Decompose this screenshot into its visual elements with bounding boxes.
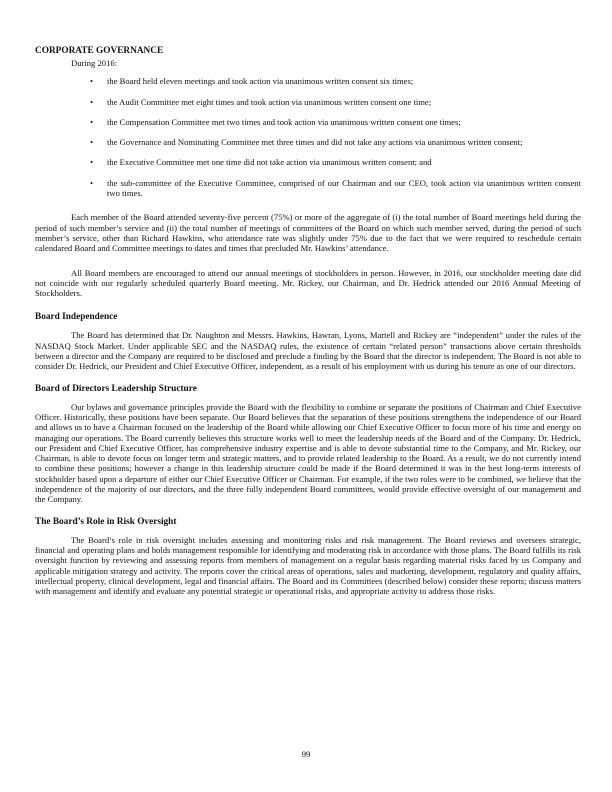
bullet-icon: • xyxy=(90,157,94,168)
bullet-item: • the Executive Committee met one time did not take action via unanimous written consent; and xyxy=(90,157,432,168)
bullet-item: • the sub-committee of the Executive Committee, comprised of our Chairman and our CEO, took action via unanimous written consent two times. xyxy=(90,177,581,199)
section-heading-risk-oversight: The Board’s Role in Risk Oversight xyxy=(35,516,177,527)
attendance-paragraph: Each member of the Board attended seventy-five percent (75%) or more of the aggregate of (i) the total number of Board meetings held during the period of such member’s service and (ii) the total number of meetings of committees of the Board on which such member served, during the period of such member’s service, other than Richard Hawkins, who attendance rate was slightly under 75% due to the fact that we were required to reschedule certain calendared Board and Committee meetings to dates and times that precluded Mr. Hawkins’ attendance. xyxy=(35,212,581,254)
risk-paragraph: The Board’s role in risk oversight includes assessing and monitoring risks and risk management. The Board reviews and oversees strategic, financial and operating plans and holds management responsible for identifying and moderating risk in accordance with those plans. The Board fulfills its risk oversight function by reviewing and assessing reports from members of management on a regular basis regarding material risks faced by us Company and applicable mitigation strategy and activity. The reports cover the critical areas of operations, sales and marketing, development, regulatory and quality affairs, intellectual property, clinical development, legal and financial affairs. The Board and its Committees (described below) consider these reports; discuss matters with management and identify and evaluate any potential strategic or operational risks, and appropriate activity to address those risks. xyxy=(35,534,581,597)
section-heading-leadership-structure: Board of Directors Leadership Structure xyxy=(35,383,197,394)
section-heading-board-independence: Board Independence xyxy=(35,312,118,323)
bullet-icon: • xyxy=(90,137,94,148)
bullet-item: • the Audit Committee met eight times and took action via unanimous written consent one time; xyxy=(90,96,432,107)
annual-meeting-paragraph: All Board members are encouraged to attend our annual meetings of stockholders in person. However, in 2016, our stockholder meeting date did not coincide with our regularly scheduled quarterly Board meeting. Mr. Rickey, our Chairman, and Dr. Hedrick attended our 2016 Annual Meeting of Stockholders. xyxy=(35,267,581,299)
bullet-item: • the Board held eleven meetings and took action via unanimous written consent six times; xyxy=(90,76,414,87)
independence-paragraph: The Board has determined that Dr. Naughton and Messrs. Hawkins, Hawran, Lyons, Martell and Rickey are “independent” under the rules of the NASDAQ Stock Market. Under applicable SEC and the NASDAQ rules, the existence of certain “related person” transactions above certain thresholds between a director and the Company are required to be disclosed and preclude a finding by the Board that the director is independent. The Board is not able to consider Dr. Hedrick, our President and Chief Executive Officer, independent, as a result of his employment with us during his tenure as one of our directors. xyxy=(35,330,581,372)
bullet-icon: • xyxy=(90,96,94,107)
bullet-icon: • xyxy=(90,116,94,127)
bullet-item: • the Governance and Nominating Committee met three times and did not take any actions via unanimous written consent; xyxy=(90,137,523,148)
intro-text: During 2016: xyxy=(71,58,118,68)
page-number: 99 xyxy=(301,749,311,759)
bullet-icon: • xyxy=(90,76,94,87)
bullet-icon: • xyxy=(90,177,94,188)
document-page xyxy=(35,46,581,596)
bullet-item: • the Compensation Committee met two times and took action via unanimous written consent one times; xyxy=(90,116,461,127)
section-heading-corporate-governance: CORPORATE GOVERNANCE xyxy=(35,46,164,56)
leadership-paragraph: Our bylaws and governance principles provide the Board with the flexibility to combine or separate the positions of Chairman and Chief Executive Officer. Historically, these positions have been separate. Our Board believes that the separation of these positions strengthens the independence of our Board and allows us to have a Chairman focused on the leadership of the Board while allowing our Chief Executive Officer to focus more of his time and energy on managing our operations. The Board currently believes this structure works well to meet the leadership needs of the Board and of the Company. Dr. Hedrick, our President and Chief Executive Officer, has comprehensive industry expertise and is able to devote substantial time to the Company, and Mr. Rickey, our Chairman, is able to devote focus on longer term and strategic matters, and to provide related leadership to the Board. As a result, we do not currently intend to combine these positions; however a change in this leadership structure could be made if the Board determined it was in the best long-term interests of stockholder based upon a departure of either our Chief Executive Officer or Chairman. For example, if the two roles were to be combined, we believe that the independence of the majority of our directors, and the three fully independent Board committees, would provide effective oversight of our management and the Company. xyxy=(35,401,581,505)
meetings-bullet-list xyxy=(35,76,581,198)
